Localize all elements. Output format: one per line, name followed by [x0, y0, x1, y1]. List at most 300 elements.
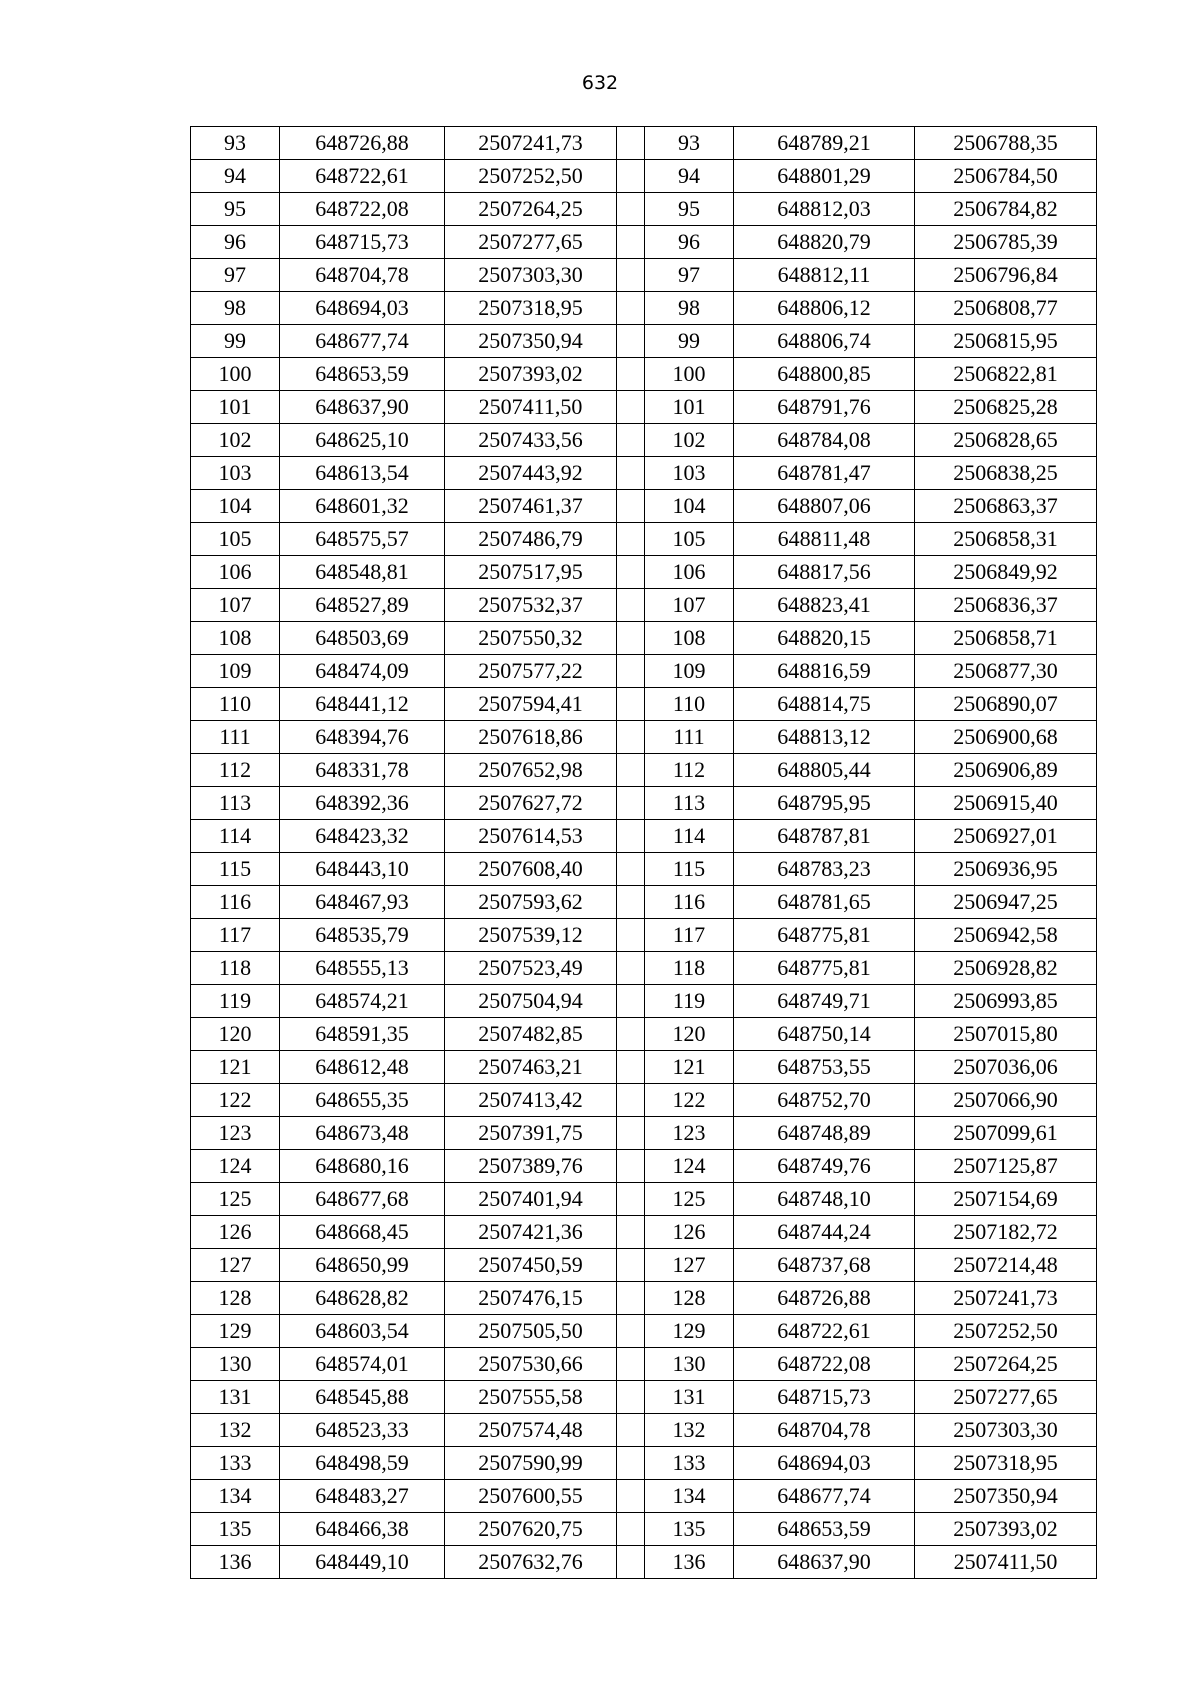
x-coordinate-right: 648800,85	[734, 358, 915, 391]
point-number-right: 131	[645, 1381, 734, 1414]
y-coordinate-left: 2507264,25	[445, 193, 617, 226]
x-coordinate-right: 648801,29	[734, 160, 915, 193]
x-coordinate-right: 648811,48	[734, 523, 915, 556]
point-number-right: 100	[645, 358, 734, 391]
x-coordinate-left: 648726,88	[280, 127, 445, 160]
x-coordinate-left: 648392,36	[280, 787, 445, 820]
point-number-right: 113	[645, 787, 734, 820]
point-number-right: 94	[645, 160, 734, 193]
y-coordinate-left: 2507608,40	[445, 853, 617, 886]
point-number-right: 104	[645, 490, 734, 523]
page-number: 632	[581, 72, 619, 94]
x-coordinate-left: 648668,45	[280, 1216, 445, 1249]
point-number-left: 134	[191, 1480, 280, 1513]
y-coordinate-left: 2507593,62	[445, 886, 617, 919]
x-coordinate-right: 648805,44	[734, 754, 915, 787]
y-coordinate-right: 2507182,72	[915, 1216, 1097, 1249]
y-coordinate-right: 2506947,25	[915, 886, 1097, 919]
table-row	[191, 688, 1097, 721]
x-coordinate-right: 648715,73	[734, 1381, 915, 1414]
y-coordinate-right: 2506858,31	[915, 523, 1097, 556]
y-coordinate-right: 2507099,61	[915, 1117, 1097, 1150]
x-coordinate-right: 648750,14	[734, 1018, 915, 1051]
table-row	[191, 127, 1097, 160]
point-number-right: 107	[645, 589, 734, 622]
table-row	[191, 193, 1097, 226]
x-coordinate-right: 648817,56	[734, 556, 915, 589]
point-number-left: 112	[191, 754, 280, 787]
separator-cell	[617, 127, 645, 160]
point-number-right: 127	[645, 1249, 734, 1282]
point-number-right: 116	[645, 886, 734, 919]
table-row	[191, 1315, 1097, 1348]
table-row	[191, 259, 1097, 292]
separator-cell	[617, 490, 645, 523]
table-row	[191, 787, 1097, 820]
point-number-right: 118	[645, 952, 734, 985]
point-number-right: 102	[645, 424, 734, 457]
y-coordinate-left: 2507632,76	[445, 1546, 617, 1579]
point-number-left: 128	[191, 1282, 280, 1315]
point-number-right: 99	[645, 325, 734, 358]
y-coordinate-right: 2507252,50	[915, 1315, 1097, 1348]
y-coordinate-left: 2507241,73	[445, 127, 617, 160]
point-number-right: 108	[645, 622, 734, 655]
point-number-left: 126	[191, 1216, 280, 1249]
separator-cell	[617, 952, 645, 985]
x-coordinate-right: 648795,95	[734, 787, 915, 820]
point-number-right: 103	[645, 457, 734, 490]
y-coordinate-left: 2507318,95	[445, 292, 617, 325]
x-coordinate-right: 648784,08	[734, 424, 915, 457]
separator-cell	[617, 1348, 645, 1381]
point-number-left: 97	[191, 259, 280, 292]
separator-cell	[617, 688, 645, 721]
table-row	[191, 754, 1097, 787]
x-coordinate-left: 648503,69	[280, 622, 445, 655]
x-coordinate-left: 648575,57	[280, 523, 445, 556]
table-row	[191, 853, 1097, 886]
x-coordinate-right: 648744,24	[734, 1216, 915, 1249]
point-number-right: 119	[645, 985, 734, 1018]
table-row	[191, 556, 1097, 589]
x-coordinate-right: 648722,61	[734, 1315, 915, 1348]
x-coordinate-left: 648467,93	[280, 886, 445, 919]
x-coordinate-left: 648548,81	[280, 556, 445, 589]
point-number-right: 112	[645, 754, 734, 787]
x-coordinate-right: 648752,70	[734, 1084, 915, 1117]
separator-cell	[617, 1381, 645, 1414]
x-coordinate-right: 648781,47	[734, 457, 915, 490]
x-coordinate-left: 648443,10	[280, 853, 445, 886]
x-coordinate-left: 648474,09	[280, 655, 445, 688]
table-row	[191, 457, 1097, 490]
separator-cell	[617, 1018, 645, 1051]
y-coordinate-left: 2507505,50	[445, 1315, 617, 1348]
y-coordinate-left: 2507461,37	[445, 490, 617, 523]
table-row	[191, 1150, 1097, 1183]
x-coordinate-right: 648748,10	[734, 1183, 915, 1216]
point-number-left: 102	[191, 424, 280, 457]
point-number-right: 122	[645, 1084, 734, 1117]
x-coordinate-right: 648812,03	[734, 193, 915, 226]
y-coordinate-right: 2506900,68	[915, 721, 1097, 754]
separator-cell	[617, 1315, 645, 1348]
separator-cell	[617, 391, 645, 424]
point-number-left: 95	[191, 193, 280, 226]
point-number-right: 134	[645, 1480, 734, 1513]
separator-cell	[617, 292, 645, 325]
x-coordinate-right: 648737,68	[734, 1249, 915, 1282]
point-number-left: 116	[191, 886, 280, 919]
separator-cell	[617, 160, 645, 193]
x-coordinate-left: 648466,38	[280, 1513, 445, 1546]
y-coordinate-right: 2506906,89	[915, 754, 1097, 787]
point-number-left: 108	[191, 622, 280, 655]
point-number-left: 131	[191, 1381, 280, 1414]
separator-cell	[617, 985, 645, 1018]
y-coordinate-right: 2507241,73	[915, 1282, 1097, 1315]
point-number-right: 115	[645, 853, 734, 886]
coordinates-table-body	[191, 127, 1097, 1579]
table-row	[191, 1084, 1097, 1117]
y-coordinate-right: 2506849,92	[915, 556, 1097, 589]
point-number-left: 125	[191, 1183, 280, 1216]
y-coordinate-left: 2507594,41	[445, 688, 617, 721]
table-row	[191, 1414, 1097, 1447]
point-number-right: 110	[645, 688, 734, 721]
point-number-right: 114	[645, 820, 734, 853]
point-number-right: 130	[645, 1348, 734, 1381]
x-coordinate-right: 648722,08	[734, 1348, 915, 1381]
y-coordinate-right: 2507214,48	[915, 1249, 1097, 1282]
y-coordinate-left: 2507389,76	[445, 1150, 617, 1183]
x-coordinate-right: 648807,06	[734, 490, 915, 523]
y-coordinate-right: 2506890,07	[915, 688, 1097, 721]
point-number-right: 106	[645, 556, 734, 589]
y-coordinate-right: 2506858,71	[915, 622, 1097, 655]
point-number-left: 119	[191, 985, 280, 1018]
table-row	[191, 886, 1097, 919]
y-coordinate-right: 2507318,95	[915, 1447, 1097, 1480]
y-coordinate-right: 2506825,28	[915, 391, 1097, 424]
y-coordinate-right: 2507264,25	[915, 1348, 1097, 1381]
separator-cell	[617, 820, 645, 853]
x-coordinate-right: 648653,59	[734, 1513, 915, 1546]
x-coordinate-left: 648704,78	[280, 259, 445, 292]
y-coordinate-left: 2507504,94	[445, 985, 617, 1018]
separator-cell	[617, 1447, 645, 1480]
point-number-left: 124	[191, 1150, 280, 1183]
x-coordinate-right: 648775,81	[734, 952, 915, 985]
y-coordinate-right: 2506838,25	[915, 457, 1097, 490]
x-coordinate-right: 648816,59	[734, 655, 915, 688]
y-coordinate-right: 2506928,82	[915, 952, 1097, 985]
table-row	[191, 985, 1097, 1018]
table-row	[191, 1513, 1097, 1546]
separator-cell	[617, 1282, 645, 1315]
x-coordinate-right: 648787,81	[734, 820, 915, 853]
x-coordinate-right: 648749,76	[734, 1150, 915, 1183]
point-number-left: 115	[191, 853, 280, 886]
point-number-right: 101	[645, 391, 734, 424]
x-coordinate-left: 648625,10	[280, 424, 445, 457]
separator-cell	[617, 1249, 645, 1282]
x-coordinate-right: 648694,03	[734, 1447, 915, 1480]
point-number-left: 122	[191, 1084, 280, 1117]
point-number-right: 109	[645, 655, 734, 688]
separator-cell	[617, 1117, 645, 1150]
point-number-left: 135	[191, 1513, 280, 1546]
x-coordinate-right: 648813,12	[734, 721, 915, 754]
y-coordinate-left: 2507532,37	[445, 589, 617, 622]
point-number-left: 136	[191, 1546, 280, 1579]
x-coordinate-left: 648331,78	[280, 754, 445, 787]
point-number-left: 121	[191, 1051, 280, 1084]
x-coordinate-left: 648715,73	[280, 226, 445, 259]
point-number-left: 113	[191, 787, 280, 820]
x-coordinate-right: 648637,90	[734, 1546, 915, 1579]
point-number-left: 129	[191, 1315, 280, 1348]
point-number-right: 93	[645, 127, 734, 160]
point-number-right: 132	[645, 1414, 734, 1447]
y-coordinate-right: 2507036,06	[915, 1051, 1097, 1084]
y-coordinate-left: 2507450,59	[445, 1249, 617, 1282]
x-coordinate-left: 648628,82	[280, 1282, 445, 1315]
y-coordinate-left: 2507555,58	[445, 1381, 617, 1414]
y-coordinate-right: 2506784,50	[915, 160, 1097, 193]
y-coordinate-left: 2507486,79	[445, 523, 617, 556]
separator-cell	[617, 1183, 645, 1216]
point-number-left: 117	[191, 919, 280, 952]
point-number-left: 110	[191, 688, 280, 721]
x-coordinate-right: 648748,89	[734, 1117, 915, 1150]
point-number-left: 111	[191, 721, 280, 754]
point-number-left: 101	[191, 391, 280, 424]
point-number-right: 133	[645, 1447, 734, 1480]
table-row	[191, 1348, 1097, 1381]
point-number-left: 100	[191, 358, 280, 391]
table-row	[191, 292, 1097, 325]
point-number-right: 121	[645, 1051, 734, 1084]
y-coordinate-left: 2507476,15	[445, 1282, 617, 1315]
table-row	[191, 358, 1097, 391]
y-coordinate-right: 2507303,30	[915, 1414, 1097, 1447]
separator-cell	[617, 358, 645, 391]
x-coordinate-left: 648591,35	[280, 1018, 445, 1051]
point-number-left: 103	[191, 457, 280, 490]
point-number-right: 95	[645, 193, 734, 226]
point-number-right: 125	[645, 1183, 734, 1216]
separator-cell	[617, 1084, 645, 1117]
point-number-left: 105	[191, 523, 280, 556]
table-row	[191, 1183, 1097, 1216]
x-coordinate-right: 648753,55	[734, 1051, 915, 1084]
separator-cell	[617, 721, 645, 754]
point-number-left: 120	[191, 1018, 280, 1051]
table-row	[191, 1249, 1097, 1282]
y-coordinate-right: 2506915,40	[915, 787, 1097, 820]
x-coordinate-right: 648806,12	[734, 292, 915, 325]
table-row	[191, 1051, 1097, 1084]
y-coordinate-left: 2507393,02	[445, 358, 617, 391]
table-row	[191, 721, 1097, 754]
table-row	[191, 622, 1097, 655]
y-coordinate-left: 2507620,75	[445, 1513, 617, 1546]
separator-cell	[617, 1513, 645, 1546]
x-coordinate-left: 648574,21	[280, 985, 445, 1018]
point-number-left: 96	[191, 226, 280, 259]
y-coordinate-right: 2506822,81	[915, 358, 1097, 391]
x-coordinate-left: 648449,10	[280, 1546, 445, 1579]
x-coordinate-right: 648789,21	[734, 127, 915, 160]
separator-cell	[617, 193, 645, 226]
x-coordinate-left: 648423,32	[280, 820, 445, 853]
y-coordinate-right: 2506836,37	[915, 589, 1097, 622]
y-coordinate-right: 2506815,95	[915, 325, 1097, 358]
table-row	[191, 820, 1097, 853]
y-coordinate-left: 2507600,55	[445, 1480, 617, 1513]
y-coordinate-left: 2507443,92	[445, 457, 617, 490]
point-number-right: 97	[645, 259, 734, 292]
table-row	[191, 1480, 1097, 1513]
point-number-left: 109	[191, 655, 280, 688]
point-number-right: 129	[645, 1315, 734, 1348]
point-number-left: 104	[191, 490, 280, 523]
separator-cell	[617, 754, 645, 787]
table-row	[191, 1447, 1097, 1480]
y-coordinate-left: 2507614,53	[445, 820, 617, 853]
x-coordinate-left: 648655,35	[280, 1084, 445, 1117]
separator-cell	[617, 622, 645, 655]
x-coordinate-left: 648722,61	[280, 160, 445, 193]
y-coordinate-left: 2507590,99	[445, 1447, 617, 1480]
point-number-right: 123	[645, 1117, 734, 1150]
separator-cell	[617, 1150, 645, 1183]
point-number-right: 126	[645, 1216, 734, 1249]
y-coordinate-left: 2507391,75	[445, 1117, 617, 1150]
point-number-right: 105	[645, 523, 734, 556]
x-coordinate-left: 648612,48	[280, 1051, 445, 1084]
x-coordinate-left: 648441,12	[280, 688, 445, 721]
point-number-left: 118	[191, 952, 280, 985]
x-coordinate-right: 648806,74	[734, 325, 915, 358]
x-coordinate-left: 648483,27	[280, 1480, 445, 1513]
y-coordinate-left: 2507303,30	[445, 259, 617, 292]
y-coordinate-right: 2507154,69	[915, 1183, 1097, 1216]
x-coordinate-left: 648603,54	[280, 1315, 445, 1348]
point-number-right: 96	[645, 226, 734, 259]
x-coordinate-left: 648673,48	[280, 1117, 445, 1150]
y-coordinate-right: 2507350,94	[915, 1480, 1097, 1513]
y-coordinate-right: 2506785,39	[915, 226, 1097, 259]
separator-cell	[617, 655, 645, 688]
y-coordinate-right: 2507066,90	[915, 1084, 1097, 1117]
point-number-right: 124	[645, 1150, 734, 1183]
point-number-right: 120	[645, 1018, 734, 1051]
y-coordinate-right: 2507393,02	[915, 1513, 1097, 1546]
x-coordinate-left: 648527,89	[280, 589, 445, 622]
y-coordinate-left: 2507433,56	[445, 424, 617, 457]
x-coordinate-right: 648814,75	[734, 688, 915, 721]
separator-cell	[617, 919, 645, 952]
x-coordinate-right: 648726,88	[734, 1282, 915, 1315]
separator-cell	[617, 556, 645, 589]
table-row	[191, 919, 1097, 952]
x-coordinate-right: 648781,65	[734, 886, 915, 919]
y-coordinate-right: 2506828,65	[915, 424, 1097, 457]
table-row	[191, 160, 1097, 193]
table-row	[191, 589, 1097, 622]
point-number-left: 98	[191, 292, 280, 325]
point-number-left: 133	[191, 1447, 280, 1480]
table-row	[191, 655, 1097, 688]
table-row	[191, 1282, 1097, 1315]
separator-cell	[617, 1546, 645, 1579]
y-coordinate-right: 2506784,82	[915, 193, 1097, 226]
x-coordinate-left: 648722,08	[280, 193, 445, 226]
y-coordinate-left: 2507652,98	[445, 754, 617, 787]
y-coordinate-right: 2507125,87	[915, 1150, 1097, 1183]
point-number-left: 114	[191, 820, 280, 853]
point-number-left: 93	[191, 127, 280, 160]
y-coordinate-right: 2506796,84	[915, 259, 1097, 292]
y-coordinate-left: 2507482,85	[445, 1018, 617, 1051]
separator-cell	[617, 1216, 645, 1249]
y-coordinate-right: 2506808,77	[915, 292, 1097, 325]
separator-cell	[617, 523, 645, 556]
y-coordinate-left: 2507523,49	[445, 952, 617, 985]
y-coordinate-right: 2506863,37	[915, 490, 1097, 523]
y-coordinate-left: 2507401,94	[445, 1183, 617, 1216]
separator-cell	[617, 589, 645, 622]
x-coordinate-left: 648694,03	[280, 292, 445, 325]
y-coordinate-left: 2507252,50	[445, 160, 617, 193]
x-coordinate-right: 648791,76	[734, 391, 915, 424]
y-coordinate-left: 2507530,66	[445, 1348, 617, 1381]
point-number-right: 128	[645, 1282, 734, 1315]
x-coordinate-left: 648535,79	[280, 919, 445, 952]
point-number-right: 117	[645, 919, 734, 952]
y-coordinate-left: 2507413,42	[445, 1084, 617, 1117]
separator-cell	[617, 259, 645, 292]
x-coordinate-left: 648601,32	[280, 490, 445, 523]
table-row	[191, 1381, 1097, 1414]
point-number-left: 107	[191, 589, 280, 622]
point-number-left: 123	[191, 1117, 280, 1150]
separator-cell	[617, 1480, 645, 1513]
separator-cell	[617, 325, 645, 358]
y-coordinate-right: 2506936,95	[915, 853, 1097, 886]
y-coordinate-right: 2506927,01	[915, 820, 1097, 853]
x-coordinate-right: 648704,78	[734, 1414, 915, 1447]
point-number-right: 98	[645, 292, 734, 325]
table-row	[191, 1546, 1097, 1579]
table-row	[191, 1018, 1097, 1051]
point-number-left: 132	[191, 1414, 280, 1447]
x-coordinate-left: 648555,13	[280, 952, 445, 985]
table-row	[191, 1117, 1097, 1150]
x-coordinate-left: 648545,88	[280, 1381, 445, 1414]
separator-cell	[617, 787, 645, 820]
y-coordinate-right: 2506877,30	[915, 655, 1097, 688]
x-coordinate-right: 648820,79	[734, 226, 915, 259]
table-row	[191, 952, 1097, 985]
coordinates-table	[190, 126, 1097, 1579]
separator-cell	[617, 1051, 645, 1084]
y-coordinate-left: 2507421,36	[445, 1216, 617, 1249]
table-row	[191, 325, 1097, 358]
